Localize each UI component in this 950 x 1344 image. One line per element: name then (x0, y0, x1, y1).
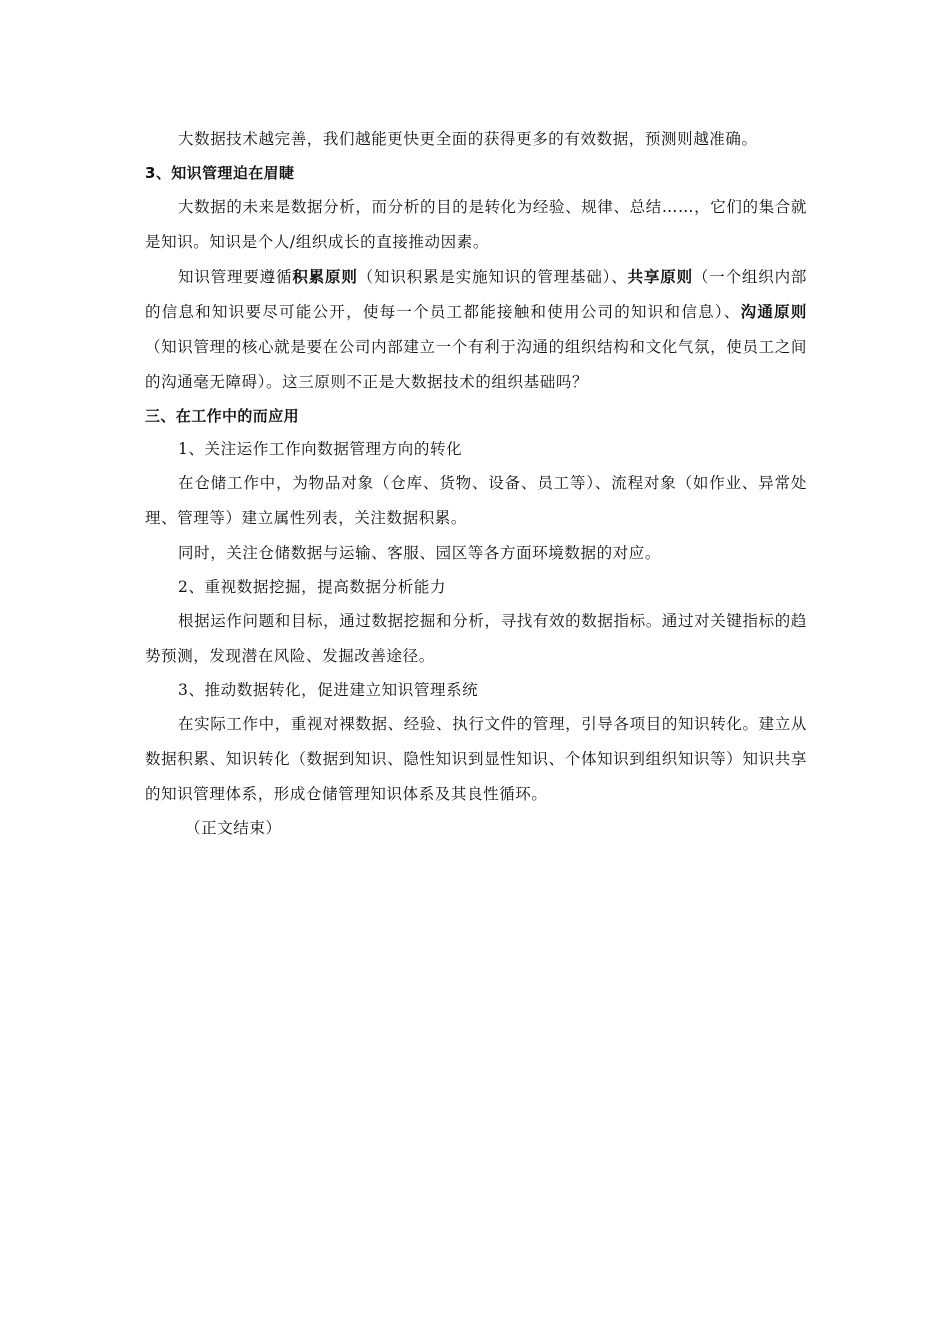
principle-communication: 沟通原则 (740, 303, 807, 321)
paragraph-knowledge-principles (145, 260, 807, 400)
subheading-knowledge-system: 3、推动数据转化，促进建立知识管理系统 (178, 681, 479, 699)
principles-text-intro: 知识管理要遵循 (178, 268, 293, 286)
end-of-text-marker: （正文结束） (185, 819, 282, 837)
paragraph-warehouse-attributes: 在仓储工作中，为物品对象（仓库、货物、设备、员工等）、流程对象（如作业、异常处理、管理等）建立属性列表，关注数据积累。 (145, 474, 807, 527)
subheading-data-mining: 2、重视数据挖掘，提高数据分析能力 (178, 578, 447, 596)
principle-accumulation: 积累原则 (292, 268, 358, 286)
subheading-data-management-shift: 1、关注运作工作向数据管理方向的转化 (178, 440, 463, 458)
paragraph-key-indicators: 根据运作问题和目标，通过数据挖掘和分析，寻找有效的数据指标。通过对关键指标的趋势预测，发现潜在风险、发掘改善途径。 (145, 612, 807, 665)
section-heading-application: 三、在工作中的而应用 (145, 407, 300, 425)
principle-sharing: 共享原则 (627, 268, 693, 286)
document-body (145, 122, 807, 845)
paragraph-environment-data: 同时，关注仓储数据与运输、客服、园区等各方面环境数据的对应。 (178, 544, 662, 562)
principles-text-sharing-desc: （一个组织内部的信息和知识要尽可能公开，使每一个员工都能接触和使用公司的知识和信息）、 (145, 268, 808, 321)
principles-text-communication-desc: （知识管理的核心就是要在公司内部建立一个有利于沟通的组织结构和文化气氛，使员工之间的沟通毫无障碍）。这三原则不正是大数据技术的组织基础吗？ (145, 338, 807, 391)
paragraph-data-analysis-future: 大数据的未来是数据分析，而分析的目的是转化为经验、规律、总结……，它们的集合就是知识。知识是个人/组织成长的直接推动因素。 (145, 198, 807, 251)
paragraph-prediction-accuracy: 大数据技术越完善，我们越能更快更全面的获得更多的有效数据，预测则越准确。 (178, 130, 758, 148)
paragraph-knowledge-conversion: 在实际工作中，重视对裸数据、经验、执行文件的管理，引导各项目的知识转化。建立从数据积累、知识转化（数据到知识、隐性知识到显性知识、个体知识到组织知识等）知识共享的知识管理体系，形成仓储管理知识体系及其良性循环。 (145, 715, 807, 803)
principles-text-accumulation-desc: （知识积累是实施知识的管理基础）、 (357, 268, 628, 286)
section-heading-knowledge-management: 3、知识管理迫在眉睫 (145, 164, 295, 182)
